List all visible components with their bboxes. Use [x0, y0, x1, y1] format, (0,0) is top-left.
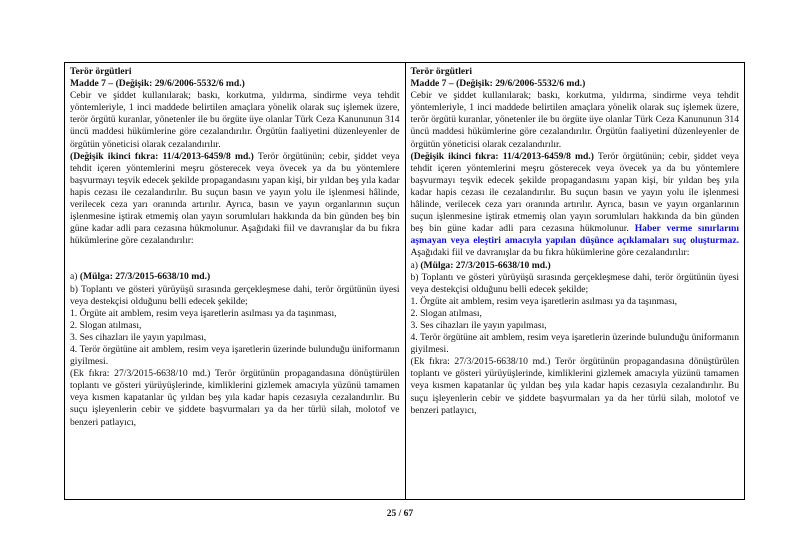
paragraph [70, 308, 400, 320]
text-segment: 1. Örgüte ait amblem, resim veya işaretlerin asılması ya da taşınması, [410, 295, 678, 307]
paragraph [411, 90, 740, 150]
paragraph [411, 260, 740, 272]
left-column-current-text [65, 63, 405, 499]
bold-text: (Mülga: 27/3/2015-6638/10 md.) [79, 271, 211, 283]
text-segment: 4. Terör örgütüne ait amblem, resim veya işaretlerin üzerinde bulunduğu üniformanın giyilmesi. [410, 332, 739, 356]
text-segment: (Ek fıkra: 27/3/2015-6638/10 md.) Terör örgütünün propagandasına dönüştürülen toplantı ve gösteri yürüyüşlerinde, kimliklerini gizlemek amacıyla yüzünü tamamen veya kısmen kapatanlar üç yıldan beş yıla kadar hapis cezasıyla cezalandırılır. Bu suçu işleyenlerin cebir ve şiddete başvurmaları ya da her türlü silah, molotof ve benzeri patlayıcı, [410, 356, 739, 416]
paragraph [70, 78, 400, 90]
paragraph [411, 332, 740, 356]
text-segment: (Ek fıkra: 27/3/2015-6638/10 md.) Terör örgütünün propagandasına dönüştürülen toplantı ve gösteri yürüyüşlerinde, kimliklerini gizlemek amacıyla yüzünü tamamen veya kısmen kapatanlar üç yıldan beş yıla kadar hapis cezasıyla cezalandırılır. Bu suçu işleyenlerin cebir ve şiddete başvurmaları ya da her türlü silah, molotof ve benzeri patlayıcı, [70, 368, 400, 428]
text-segment: a) [70, 271, 80, 283]
paragraph [70, 368, 400, 428]
highlighted-amendment-text: Haber verme sınırlarını aşmayan veya eleştiri amacıyla yapılan düşünce açıklamaları suç oluşturmaz. [410, 223, 740, 247]
paragraph [70, 320, 400, 332]
paragraph [70, 151, 400, 248]
paragraph [411, 78, 740, 90]
bold-text: Madde 7 – (Değişik: 29/6/2006-5532/6 md.) [410, 78, 586, 90]
bold-text: (Değişik ikinci fıkra: 11/4/2013-6459/8 md.) [410, 150, 594, 162]
paragraph [70, 284, 400, 308]
bold-text: Madde 7 – (Değişik: 29/6/2006-5532/6 md.) [70, 78, 245, 90]
text-segment: a) [410, 259, 421, 271]
text-segment: Terör örgütünün; cebir, şiddet veya tehdit içeren yöntemlerini meşru gösterecek veya övecek ya da bu yöntemlere başvurmayı teşvik edecek şekilde propagandasını yapan kişi, bir yıldan beş yıla kadar hapis cezası ile cezalandırılır. Bu suçun basın ve yayın yolu ile işlenmesi hâlinde, verilecek ceza yarı oranında artırılır. Ayrıca, basın ve yayın organlarının suçun işlenmesine iştirak etmemiş olan yayın sorumluları hakkında da bin günden beş bin güne kadar adli para cezasına hükmolunur. [410, 150, 739, 235]
text-segment: 4. Terör örgütüne ait amblem, resim veya işaretlerin üzerinde bulunduğu üniformanın giyilmesi. [70, 343, 400, 368]
right-column-proposed-text [405, 63, 745, 499]
paragraph [411, 308, 740, 320]
comparison-table [64, 62, 745, 500]
page-number: 25 / 67 [386, 509, 414, 519]
text-segment: Cebir ve şiddet kullanılarak; baskı, korkutma, yıldırma, sindirme veya tehdit yöntemleriyle, 1 inci maddede belirtilen amaçlara yönelik olarak suç işlemek üzere, terör örgütü kuranlar, yönetenler ile bu örgüte üye olanlar Türk Ceza Kanununun 314 üncü maddesi hükümlerine göre cezalandırılır. Örgütün faaliyetini düzenleyenler de örgütün yöneticisi olarak cezalandırılır. [410, 90, 739, 150]
text-segment: Terör örgütünün; cebir, şiddet veya tehdit içeren yöntemlerini meşru gösterecek veya övecek ya da bu yöntemlere başvurmayı teşvik edecek şekilde propagandasını yapan kişi, bir yıldan beş yıla kadar hapis cezası ile cezalandırılır. Bu suçun basın ve yayın yolu ile işlenmesi hâlinde, verilecek ceza yarı oranında artırılır. Ayrıca, basın ve yayın organlarının suçun işlenmesine iştirak etmemiş olan yayın sorumluları hakkında da bin günden beş bin güne kadar adli para cezasına hükmolunur. Aşağıdaki fiil ve davranışlar da bu fıkra hükümlerine göre cezalandırılır: [70, 150, 400, 247]
text-segment: 1. Örgüte ait amblem, resim veya işaretlerin asılması ya da taşınması, [70, 307, 337, 319]
text-segment: 3. Ses cihazları ile yayın yapılması, [70, 331, 207, 343]
bold-text: Terör örgütleri [70, 66, 132, 77]
text-segment: Aşağıdaki fiil ve davranışlar da bu fıkra hükümlerine göre cezalandırılır: [410, 247, 690, 259]
text-segment: 2. Slogan atılması, [70, 319, 142, 331]
paragraph [70, 332, 400, 344]
paragraph [411, 272, 740, 296]
paragraph-gap [70, 247, 400, 271]
paragraph [70, 271, 400, 283]
paragraph [70, 66, 400, 78]
text-segment: Cebir ve şiddet kullanılarak; baskı, korkutma, yıldırma, sindirme veya tehdit yöntemleriyle, 1 inci maddede belirtilen amaçlara yönelik olarak suç işlemek üzere, terör örgütü kuranlar, yönetenler ile bu örgüte üye olanlar Türk Ceza Kanununun 314 üncü maddesi hükümlerine göre cezalandırılır. Örgütün faaliyetini düzenleyenler de örgütün yöneticisi olarak cezalandırılır. [70, 90, 400, 150]
paragraph [70, 90, 400, 150]
text-segment: 3. Ses cihazları ile yayın yapılması, [410, 319, 547, 331]
paragraph [411, 66, 740, 78]
bold-text: Terör örgütleri [410, 66, 473, 77]
paragraph [411, 320, 740, 332]
text-segment: b) Toplantı ve gösteri yürüyüşü sırasında gerçekleşmese dahi, terör örgütünün üyesi veya destekçisi olduğunu belli edecek şekilde; [410, 271, 739, 295]
bold-text: (Mülga: 27/3/2015-6638/10 md.) [420, 259, 551, 271]
paragraph [411, 356, 740, 416]
text-segment: 2. Slogan atılması, [410, 307, 482, 319]
bold-text: (Değişik ikinci fıkra: 11/4/2013-6459/8 md.) [70, 150, 254, 162]
paragraph [411, 151, 740, 260]
paragraph [411, 296, 740, 308]
text-segment: b) Toplantı ve gösteri yürüyüşü sırasında gerçekleşmese dahi, terör örgütünün üyesi veya destekçisi olduğunu belli edecek şekilde; [70, 283, 400, 307]
paragraph [70, 344, 400, 368]
